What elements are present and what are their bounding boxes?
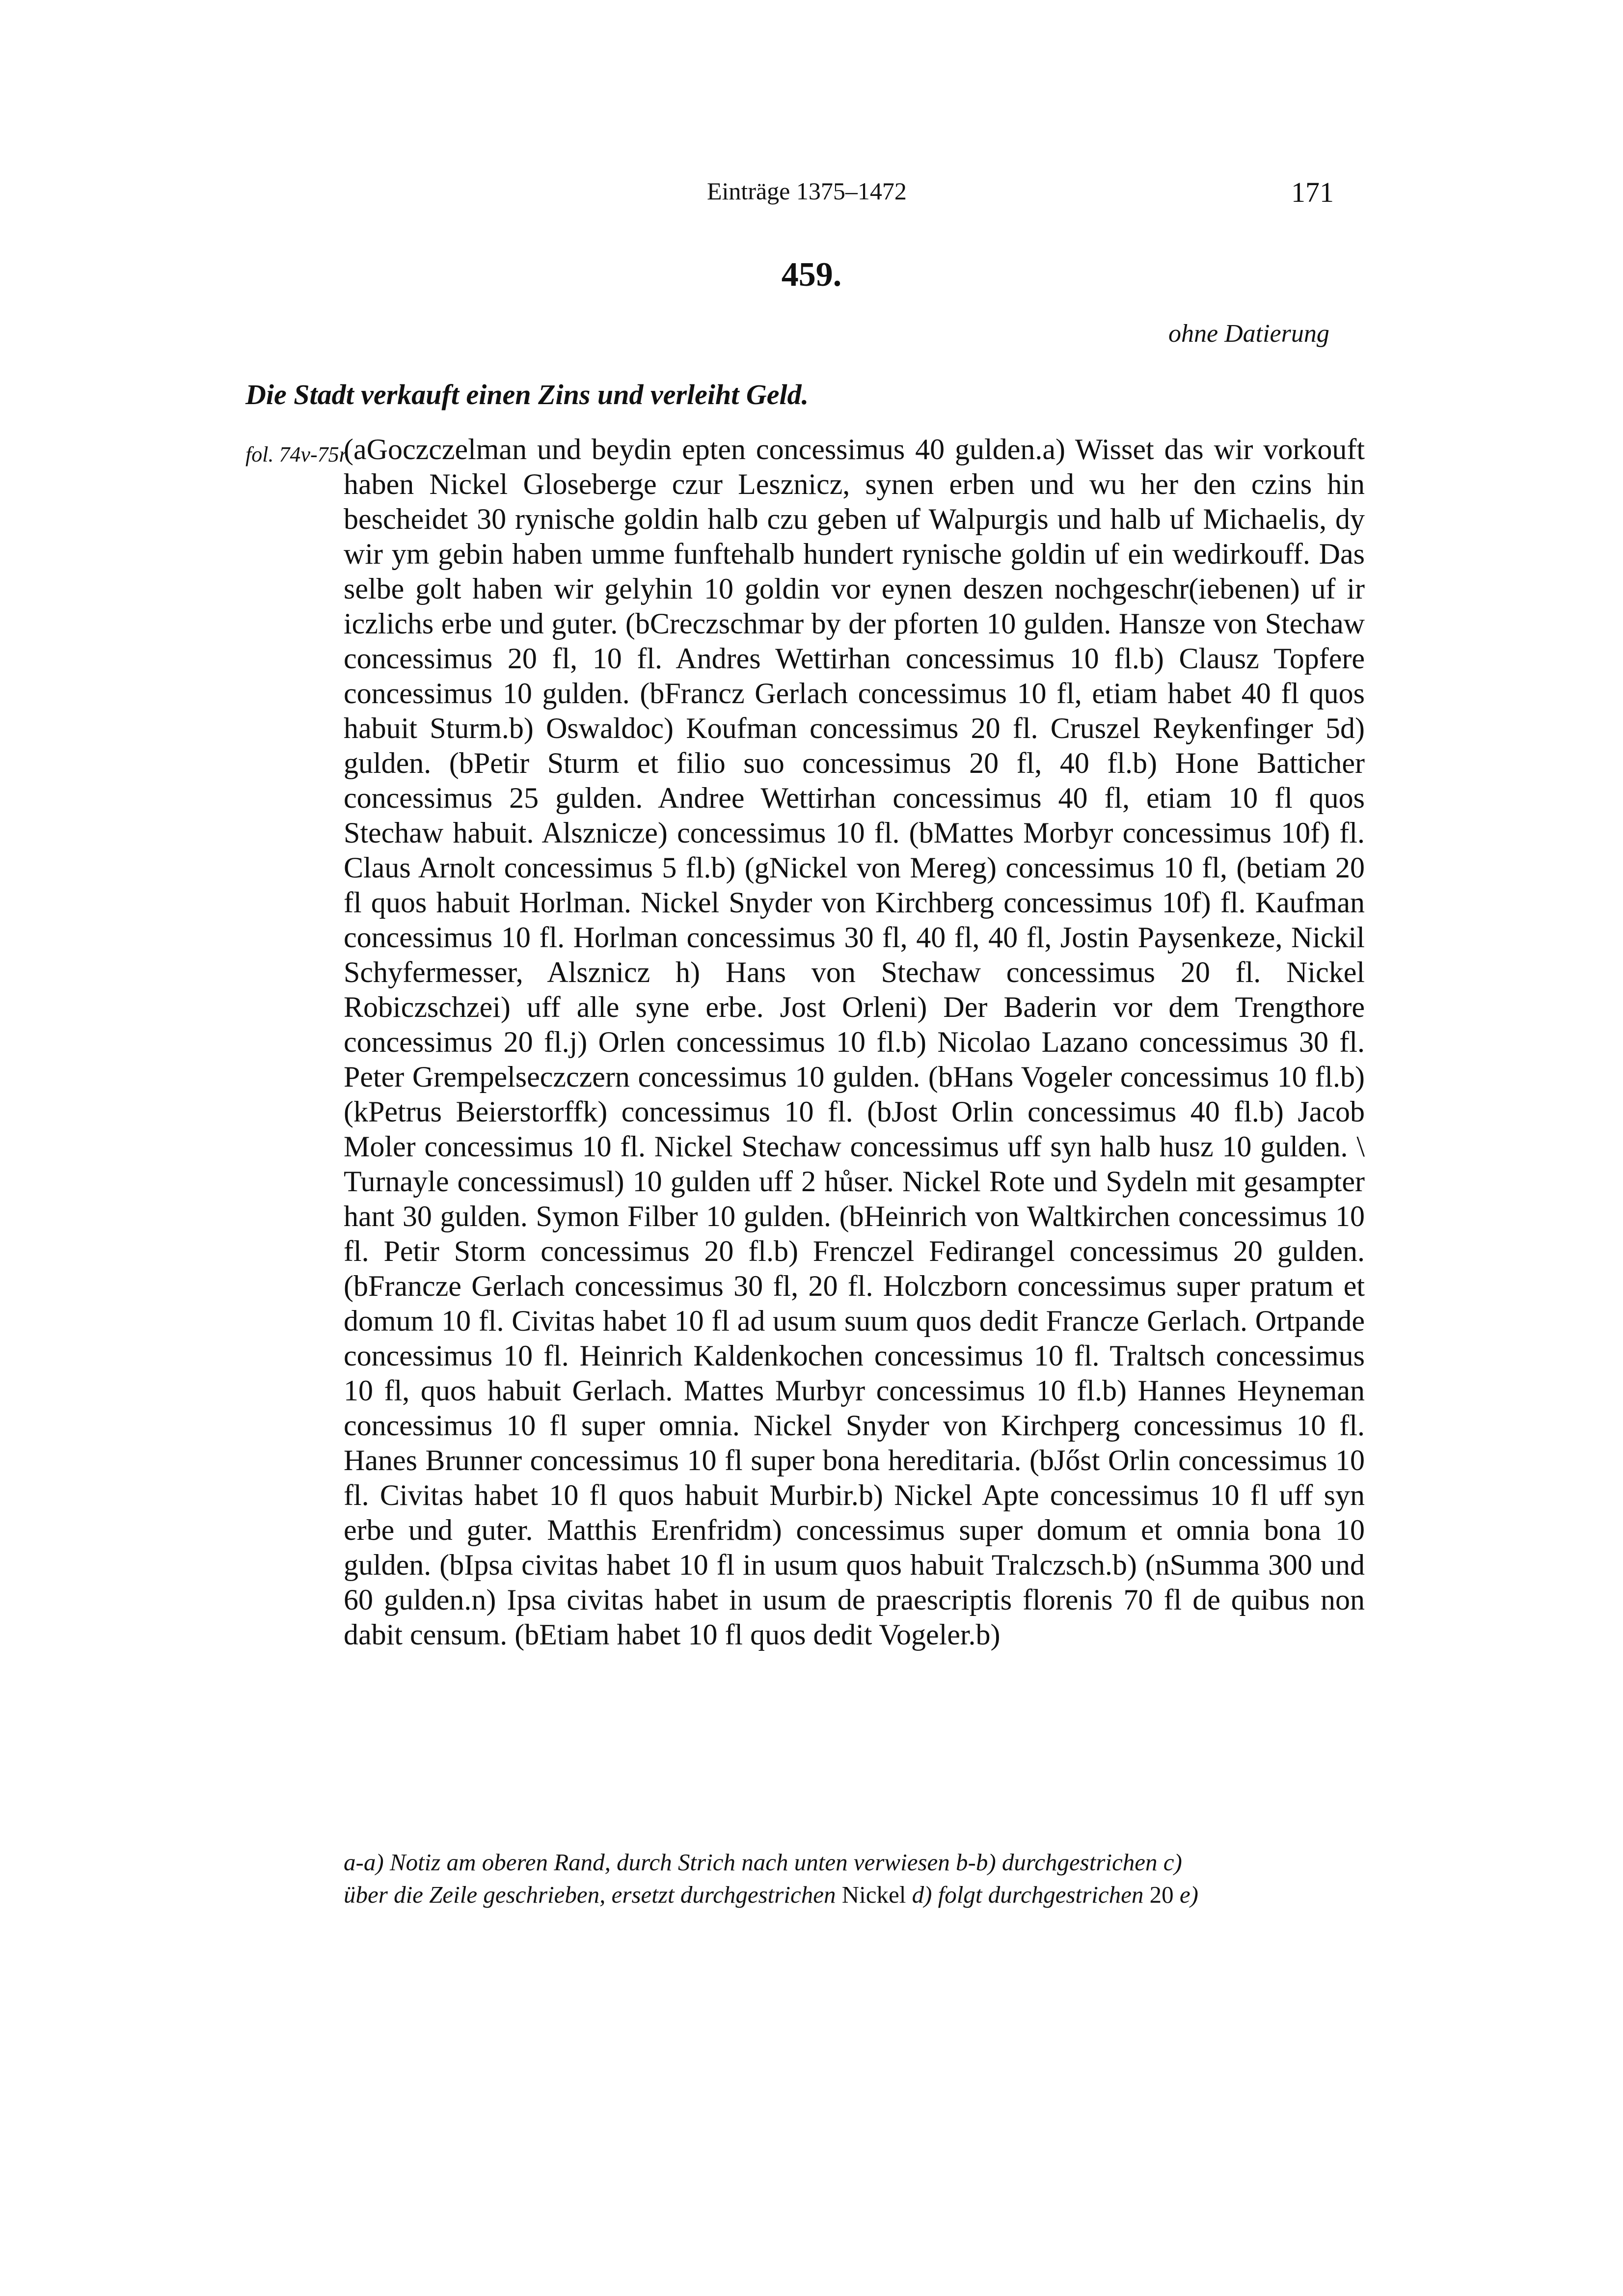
footnote-line-1: a-a) Notiz am oberen Rand, durch Strich nach unten verwiesen b-b) durchgestrichen c) (344, 1849, 1182, 1876)
entry-number: 459. (781, 256, 842, 294)
entry-body (344, 432, 1365, 1652)
footnote-d-number: 20 (1149, 1881, 1174, 1908)
entry-text: (aGoczczelman und beydin epten concessimus 40 gulden.a) Wisset das wir vorkouft haben Nickel Gloseberge czur Lesznicz, synen erben und wu her den czins hin bescheidet 30 rynische goldin halb czu geben uf Walpurgis und halb uf Michaelis, dy wir ym gebin haben umme funftehalb hundert rynische goldin uf ein wedirkouff. Das selbe golt haben wir gelyhin 10 goldin vor eynen deszen nochgeschr(iebenen) uf ir iczlichs erbe und guter. (bCreczschmar by der pforten 10 gulden. Hansze von Stechaw concessimus 20 fl, 10 fl. Andres Wettirhan concessimus 10 fl.b) Clausz Topfere concessimus 10 gulden. (bFrancz Gerlach concessimus 10 fl, etiam habet 40 fl quos habuit Sturm.b) Oswaldoc) Koufman concessimus 20 fl. Cruszel Reykenfinger 5d) gulden. (bPetir Sturm et filio suo concessimus 20 fl, 40 fl.b) Hone Batticher concessimus 25 gulden. Andree Wettirhan concessimus 40 fl, etiam 10 fl quos Stechaw habuit. Alsznicze) concessimus 10 fl. (bMattes Morbyr concessimus 10f) fl. Claus Arnolt concessimus 5 fl.b) (gNickel von Mereg) concessimus 10 fl, (betiam 20 fl quos habuit Horlman. Nickel Snyder von Kirchberg concessimus 10f) fl. Kaufman concessimus 10 fl. Horlman concessimus 30 fl, 40 fl, 40 fl, Jostin Paysenkeze, Nickil Schyfermesser, Alsznicz h) Hans von Stechaw concessimus 20 fl. Nickel Robiczschzei) uff alle syne erbe. Jost Orleni) Der Baderin vor dem Trengthore concessimus 20 fl.j) Orlen concessimus 10 fl.b) Nicolao Lazano concessimus 30 fl. Peter Grempelseczczern concessimus 10 gulden. (bHans Vogeler concessimus 10 fl.b) (kPetrus Beierstorffk) concessimus 10 fl. (bJost Orlin concessimus 40 fl.b) Jacob Moler concessimus 10 fl. Nickel Stechaw concessimus uff syn halb husz 10 gulden. \ Turnayle concessimusl) 10 gulden uff 2 hůser. Nickel Rote und Sydeln mit gesampter hant 30 gulden. Symon Filber 10 gulden. (bHeinrich von Waltkirchen concessimus 10 fl. Petir Storm concessimus 20 fl.b) Frenczel Fedirangel concessimus 20 gulden. (bFrancze Gerlach concessimus 30 fl, 20 fl. Holczborn concessimus super pratum et domum 10 fl. Civitas habet 10 fl ad usum suum quos dedit Francze Gerlach. Ortpande concessimus 10 fl. Heinrich Kaldenkochen concessimus 10 fl. Traltsch concessimus 10 fl, quos habuit Gerlach. Mattes Murbyr concessimus 10 fl.b) Hannes Heyneman concessimus 10 fl super omnia. Nickel Snyder von Kirchperg concessimus 10 fl. Hanes Brunner concessimus 10 fl super bona hereditaria. (bJőst Orlin concessimus 10 fl. Civitas habet 10 fl quos habuit Murbir.b) Nickel Apte concessimus 10 fl uff syn erbe und guter. Matthis Erenfridm) concessimus super domum et omnia bona 10 gulden. (bIpsa civitas habet 10 fl in usum quos habuit Tralczsch.b) (nSumma 300 und 60 gulden.n) Ipsa civitas habet in usum de praescriptis florenis 70 fl de quibus non dabit censum. (bEtiam habet 10 fl quos dedit Vogeler.b) (344, 433, 1365, 1651)
folio-reference: fol. 74v-75r (245, 442, 348, 466)
footnote-c-text: über die Zeile geschrieben, ersetzt durchgestrichen (344, 1881, 842, 1908)
date-note: ohne Datierung (1168, 320, 1329, 348)
footnotes (344, 1846, 1365, 1911)
page-number: 171 (1291, 176, 1334, 208)
footnote-e-marker: e) (1173, 1881, 1198, 1908)
footnote-line-2 (344, 1879, 1365, 1911)
running-title: Einträge 1375–1472 (707, 177, 907, 205)
footnote-c-word: Nickel (841, 1881, 906, 1908)
entry-title: Die Stadt verkauft einen Zins und verleiht Geld. (245, 379, 809, 410)
footnote-d-text: d) folgt durchgestrichen (906, 1881, 1150, 1908)
